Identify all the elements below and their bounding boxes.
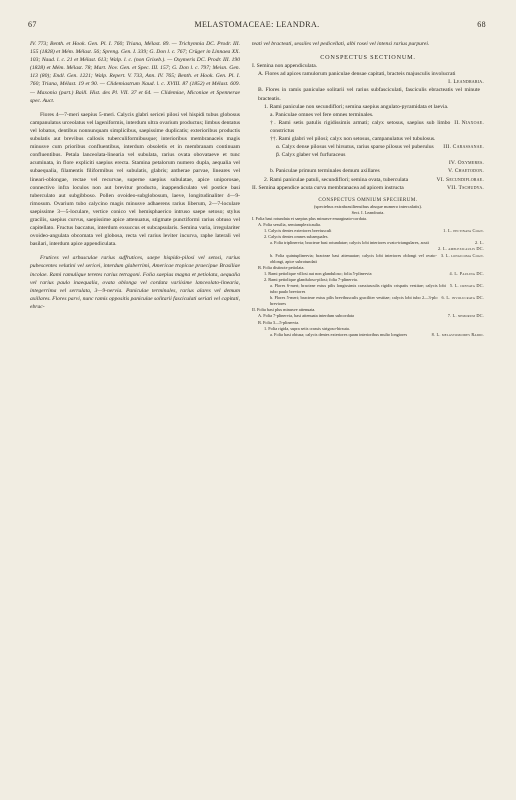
- conspectus-row-text: ††. Rami glabri vel pilosi; calyx non setosus, campanulatus vel tubulosus.: [270, 136, 436, 143]
- species-key-row-taxon: 6. L. involucrata DC.: [441, 295, 484, 301]
- conspectus-row-taxon: [480, 62, 484, 70]
- species-key-row-text: a. Folia basi obtusa; calycis dentes exteriores quam interioribus multo longiores: [270, 331, 408, 337]
- conspectus-row: [252, 62, 484, 70]
- species-key-row-text: b. Flores 5-meri; bracteae extus pilis brevibusculis graciliter vestitae; calycis lobi tubo 2—3-plo breviores: [270, 295, 438, 307]
- conspectus-row-taxon: VII. Tschudya.: [447, 184, 484, 191]
- habit-description-paragraph: Frutices vel arbusculae rarius suffrutices, saepe hispido-pilosi vel setosi, rarius pubescentes velutini vel sericei, interdum glaberrimi, Americae tropicae praecipue Brasiliae incolae. Rami ramulique teretes rarius tetragoni. Folia saepius magna et petiolata, aequalia vel rarius paulo inaequalia, ovata oblonga vel cordata variisime lanceolato-linearia, integerrima vel serrulata, 3—9-nervia. Paniculae terminales, rarius alares vel demum axillares. Flores parvi, nunc ramis oppositis paniculae solitarii fasciculati seriati vel capitati, ebrac-: [30, 255, 240, 310]
- left-column: [30, 40, 240, 311]
- conspectus-specierum-title: CONSPECTUS OMNIUM SPECIERUM.: [318, 197, 418, 203]
- conspectus-row: [252, 184, 484, 192]
- conspectus-row-taxon: [480, 70, 484, 78]
- species-key-list: [252, 216, 484, 338]
- conspectus-row: [252, 86, 484, 102]
- conspectus-row-taxon: [480, 103, 484, 111]
- species-key-row-text: B. Folia distincte petiolata.: [258, 264, 305, 270]
- species-key-row-taxon: 2. L.: [475, 240, 484, 246]
- species-key-row-text: a. Flores 6-meri; bracteae extus pilis longissimis crassiusculis rigidis crispatis vestitae; calycis lobi tubo paulo breviores: [270, 283, 446, 295]
- conspectus-row-text: II. Semina appendice acuta curva membranacea ad apicem instructa: [252, 184, 404, 191]
- species-key-row-text: I. Folia basi rotundata et saepius plus minusve emarginato-cordata.: [252, 215, 367, 221]
- conspectus-row: [252, 135, 484, 143]
- conspectus-row-text: b. Paniculae primum terminales demum axillares: [270, 168, 380, 175]
- species-key-row: [252, 283, 484, 295]
- conspectus-row: [252, 111, 484, 119]
- page-number-right: 68: [477, 20, 486, 29]
- species-key-row-taxon: 3. L. longicoma Cogn.: [440, 252, 484, 258]
- species-key-row-text: A. Folia 7-plinervia, basi attenuata interdum subcordata: [258, 313, 354, 319]
- conspectus-row-taxon: IV. Oxymeres.: [448, 160, 484, 167]
- conspectus-row: [252, 70, 484, 78]
- species-key-row-taxon: 2. L. amplexicaulis DC.: [438, 246, 484, 252]
- conspectus-specierum-subtitle: (speciebus extrabrasiliensibus absque numero intercalatis).: [313, 203, 423, 209]
- running-title: MELASTOMACEAE: LEANDRA.: [194, 20, 320, 29]
- conspectus-row-text: α. Calyx dense pilosus vel hirsutus, rarius sparse pilosus vel puberulus: [276, 144, 434, 151]
- conspectus-row: [252, 78, 484, 86]
- right-intro-text: teati vel bracteati, sessiles vel pedicellati, albi rosei vel intensi rarius purpurei.: [252, 41, 430, 47]
- conspectus-row-text: a. Paniculae omnes vel fere omnes terminales.: [270, 111, 374, 118]
- section-title: Sect. I. Leandraria.: [351, 209, 385, 215]
- running-header: [28, 20, 486, 29]
- species-key-row-text: A. Folia sessilia, semiamplexicaulia.: [258, 222, 322, 228]
- species-key-row: [252, 295, 484, 307]
- conspectus-row: [252, 143, 484, 151]
- conspectus-row-text: A. Flores ad apices ramulorum paniculae densae capitati, bracteis majusculis involucrati: [258, 71, 456, 78]
- species-key-row-text: B. Folia 3—5-plinervia.: [258, 319, 300, 325]
- conspectus-row-text: β. Calyx glaber vel furfuraceus: [276, 152, 346, 159]
- species-key-row-text: 2. Calycis dentes omnes subaequales.: [264, 234, 329, 240]
- species-key-row-text: 1. Rami petiolique villosi aut non glanduloso; folia 5-plinervia: [264, 270, 372, 276]
- conspectus-row: [252, 119, 484, 135]
- conspectus-row: [252, 151, 484, 159]
- species-key-row: [252, 253, 484, 265]
- conspectus-row-taxon: [480, 111, 484, 119]
- conspectus-row: [252, 167, 484, 175]
- conspectus-row-taxon: III. Carassanae.: [443, 144, 484, 151]
- species-key-row-taxon: 1. L. pectinata Cogn.: [443, 228, 484, 234]
- species-key-row: [252, 332, 484, 338]
- conspectus-row-taxon: I. Leandraria.: [448, 79, 484, 86]
- right-column: [252, 40, 484, 338]
- species-key-row-taxon: 4. L. Paulina DC.: [449, 270, 484, 276]
- conspectus-row-text: 2. Rami paniculae patuli, secundiflori; semina ovata, tuberculata: [264, 176, 409, 183]
- species-key-row-text: 1. Calycis dentes exteriores breviusculi: [264, 228, 332, 234]
- conspectus-row-taxon: VI. Secundiflorae.: [436, 176, 484, 183]
- species-key-row-text: 2. Rami petiolique glanduloso-pilosi; folia 7-plinervia.: [264, 276, 358, 282]
- conspectus-row-text: †. Rami setis patulis rigidissimis armati; calyx setosus, saepius sub limbo constrictus: [270, 119, 451, 134]
- species-key-row-text: II. Folia basi plus minusve attenuata.: [252, 307, 316, 313]
- conspectus-row-taxon: [480, 86, 484, 102]
- conspectus-row-taxon: [480, 151, 484, 159]
- conspectus-row: [252, 159, 484, 167]
- species-key-row-text: b. Folia quintuplinervia; bracteae basi attenuatae; calycis lobi interiores oblongi vel ovato-oblongi, apice subrotundati: [270, 252, 437, 264]
- conspectus-row: [252, 103, 484, 111]
- species-key-row-taxon: 8. L. melastomoides Raddi.: [431, 331, 484, 337]
- species-key-row-taxon: 5. L. crenata DC.: [449, 283, 484, 288]
- species-key-row-text: a. Folia triplinervia; bracteae basi rotundatae; calycis lobi interiores ovato-triangulares, acuti: [270, 240, 429, 246]
- page-number-left: 67: [28, 20, 37, 29]
- conspectus-sectionum-title: CONSPECTUS SECTIONUM.: [320, 54, 416, 62]
- conspectus-row-taxon: V. Chaetodon.: [448, 168, 484, 175]
- conspectus-row-text: I. Semina non appendiculata.: [252, 63, 318, 70]
- flower-description-paragraph: Flores 4—7-meri saepius 5-meri. Calycis glabri sericei pilosi vel hispidi tubus globosus campanulatus urceolatus vel lageniformis, interdum ultra ovarium productus; limbus dentatus vel lobatus, dentibus nonnunquam simplicibus, saepissime duplicatis; exterioribus productis subulatis aut brevibus callosis tuberculiformibusque; interioribus membranaceis magis minusve cum prioribus confluentibus, interdum obsoletis et in membranam continuam confluentibus. Petala lanceolata-linearia vel subulata, rarius ovata obovataeve et tunc acuminata, in flore expliciti saepius erecta. Stamina petalorum numero dupla, aequalia vel subaequalia, filamentis filiformibus vel subulatis, glabris; antherae parvae, lineares vel lineari-oblongae, rectae vel recurvae, superne saepius subulatae, apice uniporosae, connectivo infra loculos non aut brevitur producto, inappendiculato vel postice basi tuberculato aut subgibboso. Pollen ovoideo-subglobosum, laeve, longitudinaliter 4—9-rimosum. Ovarium tubo calycino magis minusve adhaerens rarius liberum, 2—7-loculare saepissime 3—5-loculare, vertice conico vel hemisphaerico intruso saepe setoso; stylus gracilis, saepius curvus, saepissime apice attenuatus, stigmate punctiformi rarius obtuso vel capitellato. Fructus baccatus, interdum exsuccus et subcapsularis. Semina varia, irregulariter ovoideo-angulata obcomata vel globosa, recta vel rarius leviter incurva, raphe laterali vel basilari, interdum apice appendiculata.: [30, 111, 240, 248]
- species-key-row-text: 1. Folia rigida, supra setis crassis strigoso-hirsuta.: [264, 325, 350, 331]
- conspectus-row: [252, 176, 484, 184]
- conspectus-sectionum-list: [252, 62, 484, 192]
- conspectus-row-taxon: [480, 135, 484, 143]
- synonymy-paragraph: IV. 773; Benth. et Hook. Gen. Pl. I. 760; Triana, Mélast. 89. — Trichymnia DC. Prodr. III. 155 (1828) et Mém. Mélast. 56; Spreng. Gen. I. 339; G. Don l. c. 767; Crüger in Linnaea XX. 103; Naud. l. c. 21 et Mélast. 613; Walp. l. c. (non Griseb.). — Oxymeris DC. Prodr. III. 190 (1828) et Mém. Mélast. 78; Mart. Nov. Gen. et Spec. III. 157; G. Don l. c. 797; Meisn. Gen. 113 (80); Endl. Gen. 1221; Walp. Repert. V. 733, Ann. IV. 765; Benth. et Hook. Gen. Pl. I. 760; Triana, Mélast. 19 et 90. — Clidemiastrum Naud. l. c. XVIII. 87 (1852) et Mélast. 609. — Maxonia (part.) Baill. Hist. des Pl. VII. 37 et 64. — Clidemiae, Miconiae et Spennerae spec. Auct.: [30, 41, 240, 104]
- species-key-row-taxon: 7. L. nemorum DC.: [447, 313, 484, 319]
- conspectus-row-text: 1. Rami paniculae non secundiflori; semina saepius angulato-pyramidata et laevia.: [264, 103, 449, 110]
- conspectus-row-text: B. Flores in ramis paniculae solitarii vel rarius subfasciculati, fasciculis ebracteatis vel minute bracteatis.: [258, 87, 480, 102]
- conspectus-row-taxon: II. Niaxoae.: [454, 119, 484, 126]
